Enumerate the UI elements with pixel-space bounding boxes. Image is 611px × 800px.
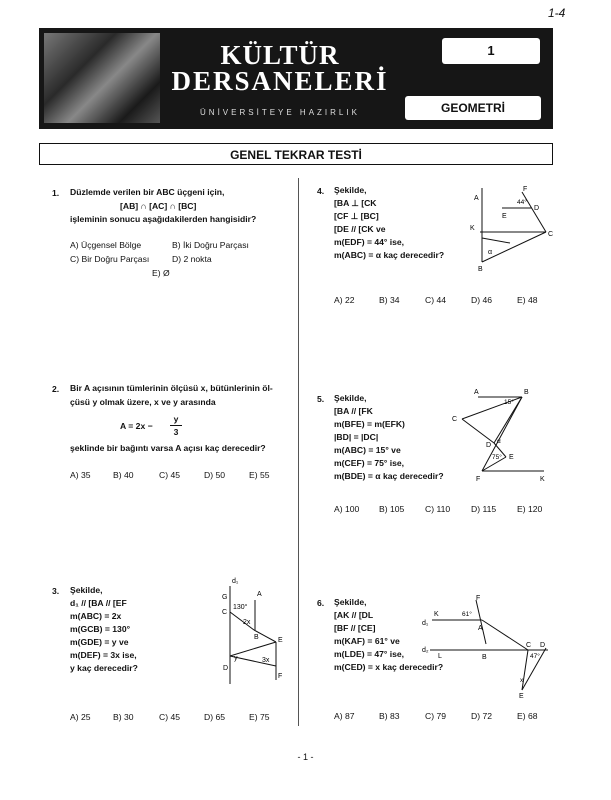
fig5-label-d: D: [486, 442, 492, 449]
question-5-line-3: m(BFE) = m(EFK): [334, 419, 405, 429]
fig5-label-75: 75°: [492, 454, 502, 461]
booklet-number: 1: [442, 38, 540, 64]
question-2-option-b[interactable]: B) 40: [113, 470, 134, 480]
question-3-option-e[interactable]: E) 75: [249, 712, 270, 722]
question-6-line-4: m(KAF) = 61° ve: [334, 636, 400, 646]
page-number: - 1 -: [297, 752, 314, 762]
fig6-label-k: K: [434, 611, 439, 618]
question-2-line-1: Bir A açısının tümlerinin ölçüsü x, bütünlerinin öl-: [70, 383, 273, 393]
question-4-line-3: [CF ⊥ [BC]: [334, 211, 379, 221]
question-5-option-a[interactable]: A) 100: [334, 504, 360, 514]
fig5-label-alpha: α: [497, 438, 501, 445]
question-1-option-e[interactable]: E) Ø: [152, 268, 170, 278]
fig3-label-3x: 3x: [262, 657, 270, 664]
question-6-option-b[interactable]: B) 83: [379, 711, 400, 721]
question-4-option-a[interactable]: A) 22: [334, 295, 355, 305]
fig3-label-e: E: [278, 637, 283, 644]
subject-label: GEOMETRİ: [405, 96, 541, 120]
fig3-label-g: G: [222, 594, 228, 601]
question-4-line-5: m(EDF) = 44° ise,: [334, 237, 405, 247]
fig5-label-c: C: [452, 416, 458, 423]
question-4-option-c[interactable]: C) 44: [425, 295, 447, 305]
fig3-label-f: F: [278, 673, 283, 680]
question-3-line-7: y kaç derecedir?: [70, 663, 138, 673]
fig3-label-2x: 2x: [243, 619, 251, 626]
question-4-line-4: [DE // [CK ve: [334, 224, 386, 234]
fig6-label-61: 61°: [462, 611, 472, 618]
question-6-line-1: Şekilde,: [334, 597, 367, 607]
question-5-option-d[interactable]: D) 115: [471, 504, 497, 514]
fig6-label-x: x: [520, 677, 524, 684]
test-title: GENEL TEKRAR TESTİ: [39, 143, 553, 165]
question-2-option-d[interactable]: D) 50: [204, 470, 226, 480]
question-3-line-6: m(DEF) = 3x ise,: [70, 650, 137, 660]
question-6-line-5: m(LDE) = 47° ise,: [334, 649, 405, 659]
question-4-line-1: Şekilde,: [334, 185, 367, 195]
fig6-label-d1: d₁: [422, 620, 429, 627]
fig6-label-e: E: [519, 693, 524, 700]
question-3-option-b[interactable]: B) 30: [113, 712, 134, 722]
question-5-option-e[interactable]: E) 120: [517, 504, 543, 514]
question-6-option-a[interactable]: A) 87: [334, 711, 355, 721]
question-5-line-7: m(BDE) = α kaç derecedir?: [334, 471, 444, 481]
question-6-figure: [418, 592, 556, 702]
question-5-number: 5.: [317, 394, 325, 404]
question-1-line-3: işleminin sonucu aşağıdakilerden hangisidir?: [70, 214, 257, 224]
fig5-label-a: A: [474, 389, 479, 396]
question-4-figure: [466, 180, 556, 275]
question-1-line-1: Düzlemde verilen bir ABC üçgeni için,: [70, 187, 225, 197]
question-4-option-e[interactable]: E) 48: [517, 295, 538, 305]
fig3-label-130: 130°: [233, 604, 248, 611]
question-5-option-c[interactable]: C) 110: [425, 504, 451, 514]
fig3-label-a: A: [257, 591, 262, 598]
question-3-line-3: m(ABC) = 2x: [70, 611, 122, 621]
question-3-line-4: m(GCB) = 130°: [70, 624, 131, 634]
fig5-label-f: F: [476, 476, 481, 483]
fig4-label-b: B: [478, 266, 483, 273]
question-3-number: 3.: [52, 586, 60, 596]
question-3-line-5: m(GDE) = y ve: [70, 637, 129, 647]
question-5-line-2: [BA // [FK: [334, 406, 373, 416]
question-4-number: 4.: [317, 186, 325, 196]
question-6-line-2: [AK // [DL: [334, 610, 374, 620]
fig3-label-y: y: [234, 655, 238, 662]
brand-line-2: DERSANELERİ: [171, 66, 389, 96]
question-2-line-3: şeklinde bir bağıntı varsa A açısı kaç derecedir?: [70, 443, 266, 453]
question-4-line-6: m(ABC) = α kaç derecedir?: [334, 250, 445, 260]
question-5-line-5: m(ABC) = 15° ve: [334, 445, 401, 455]
question-2-formula-denominator: 3: [173, 427, 179, 437]
fig6-label-b: B: [482, 654, 487, 661]
question-2-formula-left: A = 2x −: [120, 421, 153, 431]
fig4-label-a: A: [474, 195, 479, 202]
fig4-label-44: 44°: [517, 199, 527, 206]
corner-mark: 1-4: [548, 6, 566, 20]
question-3-figure: [210, 572, 300, 692]
question-3-option-c[interactable]: C) 45: [159, 712, 181, 722]
question-3-line-2: d₁ // [BA // [EF: [70, 598, 127, 608]
question-4-option-d[interactable]: D) 46: [471, 295, 493, 305]
fig5-label-e: E: [509, 454, 514, 461]
question-6-option-e[interactable]: E) 68: [517, 711, 538, 721]
question-6-line-3: [BF // [CE]: [334, 623, 376, 633]
question-2-number: 2.: [52, 384, 60, 394]
question-1-option-b[interactable]: B) İki Doğru Parçası: [172, 240, 249, 250]
question-1-line-2: [AB] ∩ [AC] ∩ [BC]: [120, 201, 197, 211]
question-6-option-d[interactable]: D) 72: [471, 711, 493, 721]
question-6-line-6: m(CED) = x kaç derecedir?: [334, 662, 444, 672]
question-1-option-d[interactable]: D) 2 nokta: [172, 254, 212, 264]
question-4-option-b[interactable]: B) 34: [379, 295, 400, 305]
fig6-label-d: D: [540, 642, 546, 649]
fig5-label-b: B: [524, 389, 529, 396]
fig3-label-c: C: [222, 609, 228, 616]
question-5-figure: [446, 385, 556, 485]
question-5-option-b[interactable]: B) 105: [379, 504, 405, 514]
question-2-option-c[interactable]: C) 45: [159, 470, 181, 480]
question-1-number: 1.: [52, 188, 60, 198]
fig4-label-d: D: [534, 205, 540, 212]
fig6-label-c: C: [526, 642, 532, 649]
fig6-label-l: L: [438, 653, 442, 660]
question-2-line-2: çüsü y olmak üzere, x ve y arasında: [70, 397, 216, 407]
question-5-line-4: |BD| = |DC|: [334, 432, 379, 442]
fig3-label-d: D: [223, 665, 229, 672]
question-3-option-d[interactable]: D) 65: [204, 712, 226, 722]
fig4-label-e: E: [502, 213, 507, 220]
fig4-label-c: C: [548, 231, 554, 238]
question-6-option-c[interactable]: C) 79: [425, 711, 447, 721]
brand-tagline: ÜNİVERSİTEYE HAZIRLIK: [200, 108, 360, 117]
question-2-formula-numerator: y: [170, 414, 182, 426]
fig5-label-k: K: [540, 476, 545, 483]
question-2-option-e[interactable]: E) 55: [249, 470, 270, 480]
fig4-label-alpha: α: [488, 249, 493, 256]
fig3-label-b: B: [254, 634, 259, 641]
question-5-line-6: m(CEF) = 75° ise,: [334, 458, 405, 468]
fig3-label-d1: d₁: [232, 578, 239, 585]
fig5-label-15: 15°: [504, 399, 514, 406]
question-4-line-2: [BA ⊥ [CK: [334, 198, 377, 208]
brand-line-1: KÜLTÜR: [220, 40, 340, 70]
header-photo: [44, 33, 160, 123]
question-6-number: 6.: [317, 598, 325, 608]
question-3-option-a[interactable]: A) 25: [70, 712, 91, 722]
fig4-label-k: K: [470, 225, 475, 232]
fig6-label-a: A: [478, 625, 483, 632]
question-1-option-c[interactable]: C) Bir Doğru Parçası: [70, 254, 150, 264]
question-5-line-1: Şekilde,: [334, 393, 367, 403]
fig6-label-f: F: [476, 595, 481, 602]
fig4-label-f: F: [523, 186, 528, 193]
question-1-option-a[interactable]: A) Üçgensel Bölge: [70, 240, 142, 250]
question-3-line-1: Şekilde,: [70, 585, 103, 595]
fig6-label-47: 47°: [530, 653, 540, 660]
fig6-label-d2: d₂: [422, 647, 429, 654]
question-2-option-a[interactable]: A) 35: [70, 470, 91, 480]
